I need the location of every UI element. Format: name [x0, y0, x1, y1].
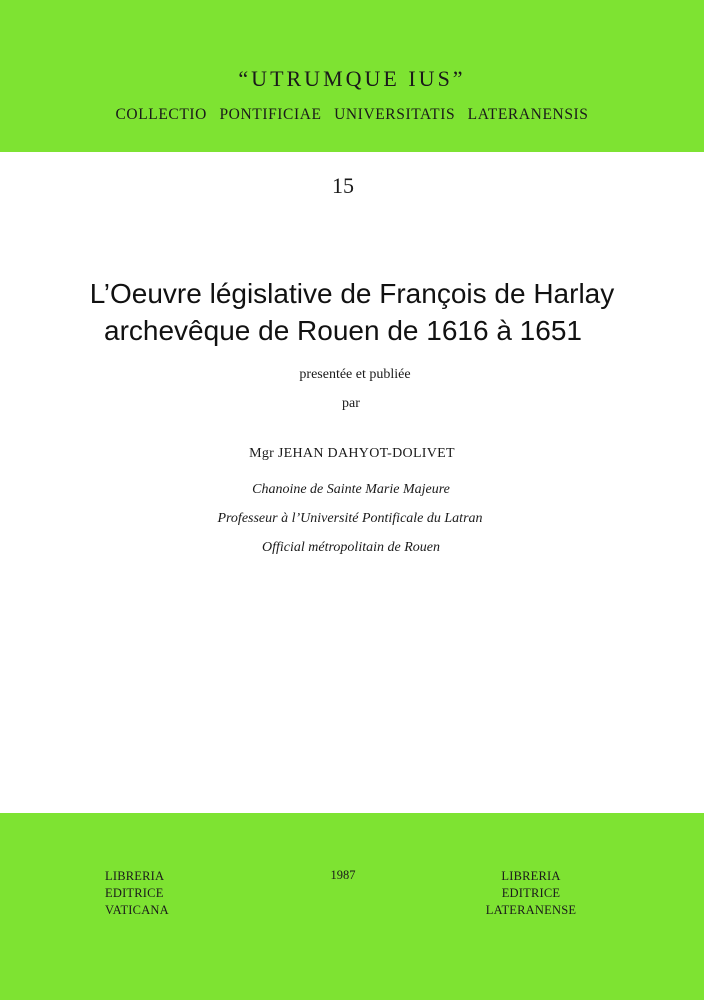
author-role-1: Chanoine de Sainte Marie Majeure [252, 482, 450, 497]
collection-title: COLLECTIO PONTIFICIAE UNIVERSITATIS LATERANENSIS [115, 106, 589, 123]
publisher-right-line-1: LIBRERIA [501, 869, 561, 883]
publisher-left-line-1: LIBRERIA [105, 869, 165, 883]
book-title-line-2: archevêque de Rouen de 1616 à 1651 [104, 315, 582, 346]
author-name: Mgr JEHAN DAHYOT-DOLIVET [249, 446, 455, 461]
publication-year: 1987 [330, 868, 356, 882]
publisher-left-line-2: EDITRICE [105, 886, 164, 900]
publisher-left-line-3: VATICANA [105, 903, 169, 917]
by-line: par [342, 396, 360, 411]
series-title: “UTRUMQUE IUS” [238, 66, 466, 91]
publisher-right-line-2: EDITRICE [501, 886, 561, 900]
author-role-2: Professeur à l’Université Pontificale du Latran [217, 511, 483, 526]
publisher-right [460, 868, 602, 919]
publisher-right-line-3: LATERANENSE [485, 903, 577, 917]
author-role-3: Official métropolitain de Rouen [262, 540, 440, 555]
volume-number: 15 [332, 173, 354, 198]
book-title-line-1: L’Oeuvre législative de François de Harlay [89, 278, 615, 309]
presented-line: presentée et publiée [299, 367, 411, 382]
